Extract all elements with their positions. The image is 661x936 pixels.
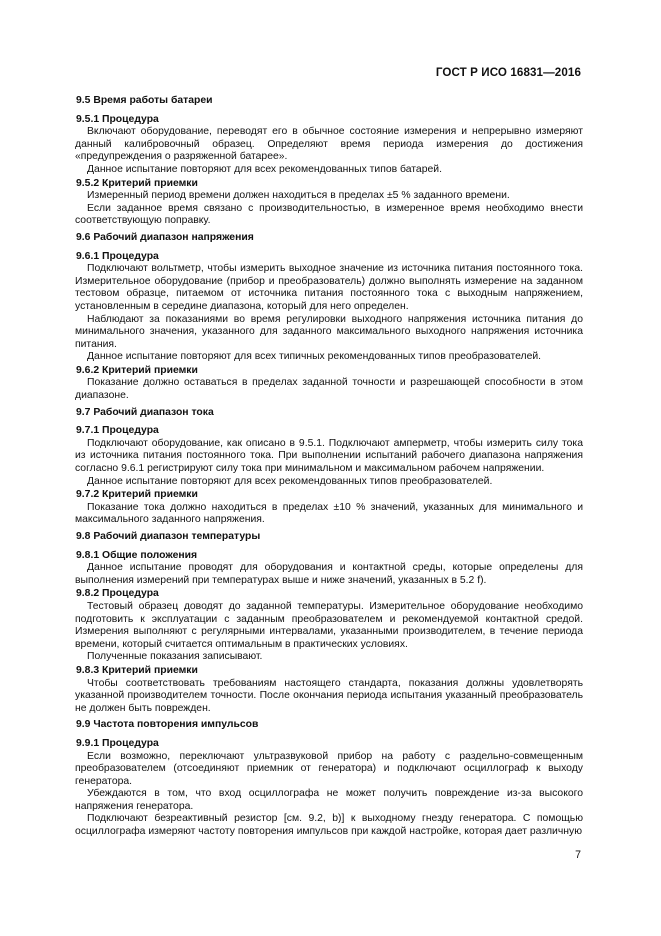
paragraph-text: Если заданное время связано с производительностью, в измеренное время необходимо внести соответствующую поправку.	[75, 202, 583, 227]
paragraph	[75, 164, 583, 177]
subsection-heading: 9.6.2 Критерий приемки	[76, 364, 198, 376]
paragraph	[75, 351, 583, 364]
paragraph-text: Подключают безреактивный резистор [см. 9.2, b)] к выходному гнезду генератора. С помощью осциллографа измеряют частоту повторения импульсов при каждой настройке, которая дает различную	[75, 813, 583, 838]
paragraph	[75, 751, 583, 789]
section-heading: 9.9 Частота повторения импульсов	[76, 719, 259, 731]
paragraph-text: Включают оборудование, переводят его в обычное состояние измерения и непрерывно измеряют данный калибровочный образец. Определяют время периода измерения до достижения «предупреждения о разряженной батарее».	[75, 126, 583, 163]
paragraph-text: Подключают оборудование, как описано в 9.5.1. Подключают амперметр, чтобы измерить силу тока из источника питания постоянного тока. При выполнении испытаний рабочего диапазона напряжения согласно 9.6.1 регистрируют силу тока при минимальном и максимальном рабочем напряжении.	[75, 437, 583, 475]
paragraph	[75, 263, 583, 313]
paragraph-text: Наблюдают за показаниями во время регулировки выходного напряжения источника питания до минимального значения, указанного для заданного максимального выходного напряжения источника питания.	[75, 313, 583, 350]
paragraph-text: Тестовый образец доводят до заданной температуры. Измерительное оборудование необходимо подготовить к эксплуатации с заданным преобразователем и рекомендуемой контактной средой. Измерения выполняют с регулярными интервалами, указанными производителем, в течение периода времени, который считается оптимальным в практических условиях.	[75, 600, 583, 650]
subsection-heading: 9.8.3 Критерий приемки	[76, 664, 198, 676]
page-number: 7	[575, 849, 581, 861]
paragraph	[75, 678, 583, 716]
paragraph-text: Полученные показания записывают.	[87, 651, 263, 663]
paragraph	[75, 438, 583, 476]
subsection-heading: 9.7.1 Процедура	[76, 425, 159, 437]
subsection-heading: 9.6.1 Процедура	[76, 250, 159, 262]
paragraph-text: Данное испытание повторяют для всех типичных рекомендованных типов преобразователей.	[87, 351, 542, 363]
paragraph-text: Чтобы соответствовать требованиям настоящего стандарта, показания должны удовлетворять указанной производителем точности. После окончания периода испытания указанный преобразователь не должен быть поврежден.	[75, 677, 583, 714]
paragraph	[75, 126, 583, 164]
paragraph-text: Подключают вольтметр, чтобы измерить выходное значение из источника питания постоянного тока. Измерительное оборудование (прибор и преобразователь) должно выполнять измерение на заданном тестовом образце, питаемом от источника питания постоянного тока с выходным напряжением, установленным в середине диапазона, который для него определен.	[75, 263, 583, 312]
section-heading: 9.8 Рабочий диапазон температуры	[76, 531, 261, 542]
paragraph	[75, 377, 583, 402]
section-heading: 9.6 Рабочий диапазон напряжения	[76, 231, 254, 243]
paragraph-text: Данное испытание повторяют для всех рекомендованных типов преобразователей.	[87, 475, 493, 487]
section-heading: 9.7 Рабочий диапазон тока	[76, 406, 214, 418]
paragraph	[75, 203, 583, 228]
paragraph	[75, 314, 583, 352]
paragraph	[75, 476, 583, 489]
subsection-heading: 9.8.1 Общие положения	[76, 549, 198, 561]
subsection-heading: 9.8.2 Процедура	[76, 588, 159, 600]
document-body	[75, 95, 583, 839]
paragraph-text: Если возможно, переключают ультразвуковой прибор на работу с раздельно-совмещенным преобразователем (отсоединяют приемник от генератора) и подключают осциллограф к выходу генератора.	[75, 750, 583, 787]
paragraph	[75, 562, 583, 587]
subsection-heading: 9.5.2 Критерий приемки	[76, 177, 198, 189]
paragraph	[75, 502, 583, 527]
paragraph-text: Показание тока должно находиться в пределах ±10 % значений, указанных для минимального и максимального заданного напряжения.	[75, 501, 583, 526]
paragraph-text: Измеренный период времени должен находиться в пределах ±5 % заданного времени.	[87, 190, 510, 202]
paragraph-text: Показание должно оставаться в пределах заданной точности и разрешающей способности в этом диапазоне.	[75, 377, 583, 402]
subsection-heading: 9.9.1 Процедура	[76, 737, 159, 749]
paragraph	[75, 788, 583, 813]
paragraph-text: Данное испытание проводят для оборудования и контактной среды, которые определены для выполнения измерений при температурах выше и ниже значений, указанных в 5.2 f).	[75, 562, 583, 586]
document-header: ГОСТ Р ИСО 16831—2016	[435, 66, 581, 79]
paragraph-text: Убеждаются в том, что вход осциллографа не может получить повреждение из-за высокого напряжения генератора.	[75, 788, 583, 812]
subsection-heading: 9.5.1 Процедура	[76, 113, 159, 125]
paragraph	[75, 813, 583, 838]
section-heading: 9.5 Время работы батареи	[76, 95, 213, 106]
paragraph	[75, 651, 583, 664]
paragraph-text: Данное испытание повторяют для всех рекомендованных типов батарей.	[87, 163, 442, 175]
paragraph	[75, 190, 583, 203]
paragraph	[75, 601, 583, 651]
subsection-heading: 9.7.2 Критерий приемки	[76, 489, 198, 501]
